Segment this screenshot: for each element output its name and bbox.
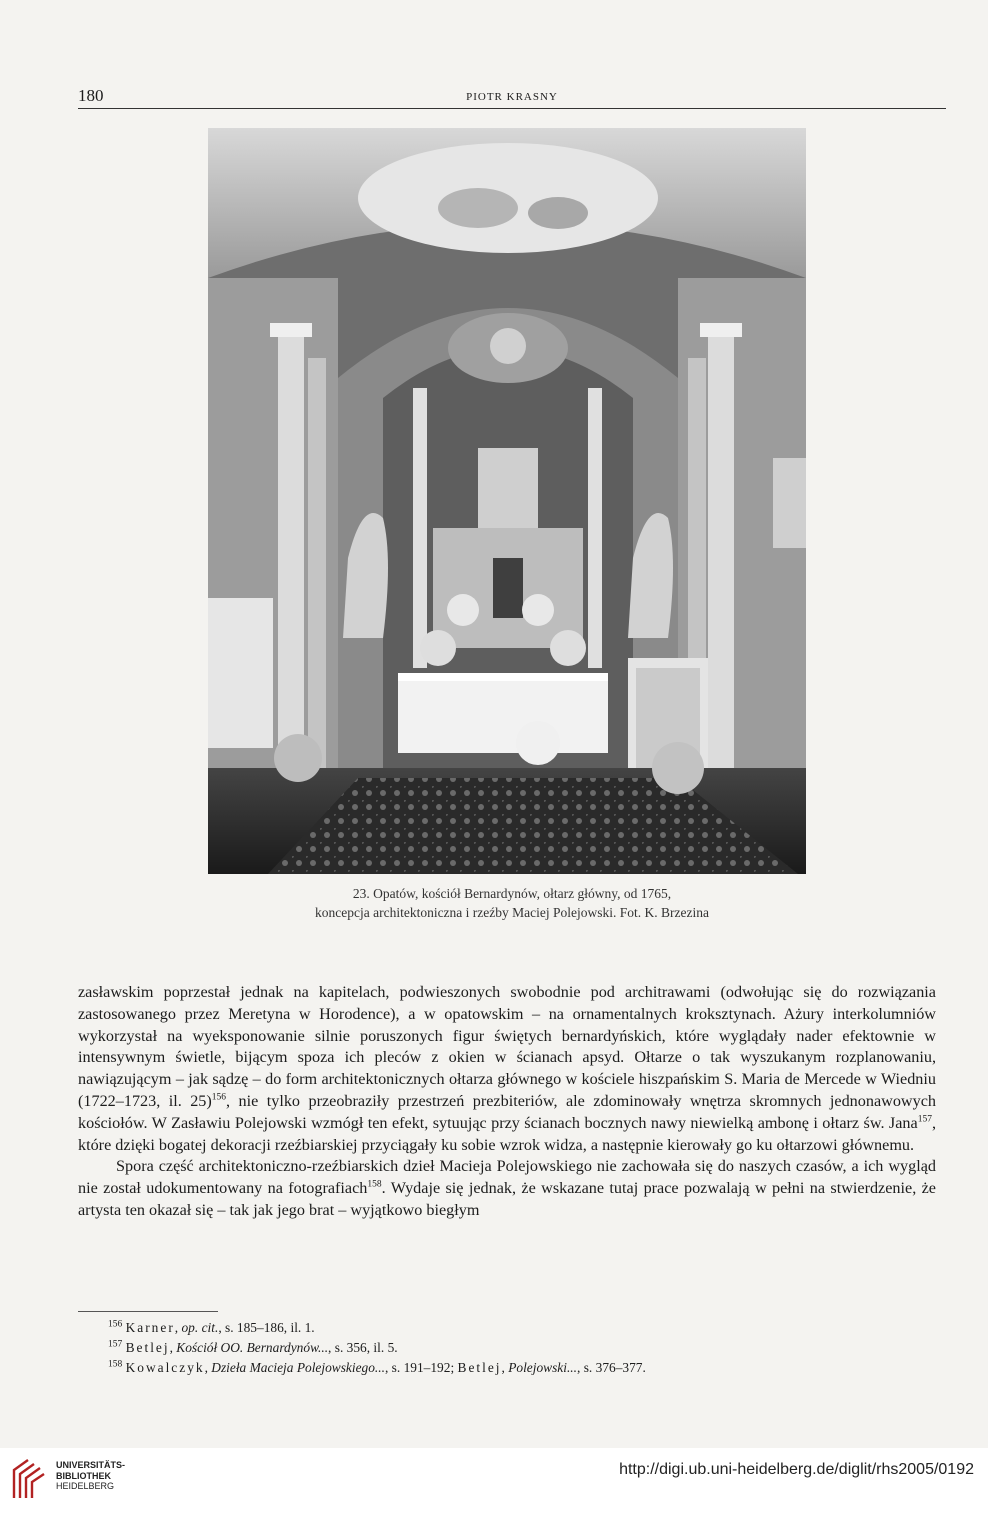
text-run: , które dzięki bogatej dekoracji rzeźbiarskiej przyciągały ku sobie wzrok widza, a następnie kierowały go ku ołtarzowi głównemu. — [78, 1113, 936, 1154]
footnote-pages: , s. 376–377. — [577, 1360, 646, 1375]
footnote — [78, 1318, 936, 1338]
footnote-pages: , s. 191–192; — [384, 1360, 458, 1375]
running-head: PIOTR KRASNY — [466, 91, 558, 103]
text-run: . Wydaje się jednak, że wskazane tutaj prace pozwalają w pełni na stwierdzenie, że artysta ten okazał się – tak jak jego brat – wyjątkowo biegłym — [78, 1179, 936, 1219]
figure-caption — [78, 884, 946, 922]
caption-line-2: koncepcja architektoniczna i rzeźby Maciej Polejowski. Fot. K. Brzezina — [315, 905, 709, 920]
footnote-rule — [78, 1311, 218, 1312]
footnote-author: Kowalczyk — [125, 1360, 205, 1375]
footnote-author: Betlej — [125, 1340, 170, 1355]
footnote-title: op. cit. — [181, 1320, 219, 1335]
footnote-number: 156 — [108, 1319, 123, 1330]
library-name-line: BIBLIOTHEK — [56, 1470, 111, 1481]
footnote — [78, 1338, 936, 1358]
digitization-footer — [0, 1448, 988, 1517]
footnote-number: 157 — [108, 1339, 123, 1350]
text-run: zasławskim poprzestał jednak na kapitelach, podwieszonych swobodnie pod architrawami (odwołując się do rozwiązania zastosowanego przez Meretyna w Horodence), a w opatowskim – na ornamentalnych kroksztynach. Ażury interkolumniów wykorzystał na wyeksponowanie silnie poruszonych figur świętych bernardyńskich, które wyglądały nader efektownie w intensywnym świetle, bijącym spoza ich pleców z okien w ścianach apsyd. Ołtarze o tak wyszukanym rozplanowaniu, nawiązującym – jak sądzę – do form architektonicznych ołtarza głównego w kościele hiszpańskim S. Maria de Mercede w Wiedniu (1722–1723, il. 25) — [78, 983, 936, 1110]
footnote-ref: 156 — [211, 1092, 227, 1103]
paragraph — [78, 1156, 936, 1221]
footnote-ref: 157 — [917, 1114, 932, 1125]
footnote-separator: , — [501, 1360, 509, 1375]
text-run: , nie tylko przeobraziły przestrzeń prezbiteriów, ale zdominowały wnętrza skromnych jednonawowych kościołów. W Zasławiu Polejowski wzmógł ten efekt, sytuując przy ścianach bocznych nawy niewielką ambonę i ołtarz św. Jana — [78, 1091, 936, 1132]
footnote-separator: , — [169, 1340, 177, 1355]
footnote-author: Karner — [125, 1320, 175, 1335]
footnote-title: Dzieła Macieja Polejowskiego... — [211, 1360, 385, 1375]
footnote-separator: , — [204, 1360, 212, 1375]
altar-photo-illustration — [208, 128, 806, 874]
paragraph — [78, 982, 936, 1156]
caption-line-1: 23. Opatów, kościół Bernardynów, ołtarz główny, od 1765, — [352, 886, 672, 901]
footnote-ref: 158 — [367, 1179, 382, 1190]
footnote-pages: , s. 356, il. 5. — [328, 1340, 398, 1355]
library-logo-icon — [10, 1456, 48, 1502]
altar-photograph — [208, 128, 806, 874]
page-number: 180 — [78, 86, 104, 105]
library-name-line: UNIVERSITÄTS- — [56, 1460, 126, 1470]
footnote — [78, 1358, 936, 1378]
footnote-title: Polejowski... — [508, 1360, 578, 1375]
footnotes — [78, 1318, 936, 1378]
text-run: Spora część architektoniczno-rzeźbiarskich dzieł Macieja Polejowskiego nie zachowała się do naszych czasów, a ich wygląd nie został udokumentowany na fotografiach — [78, 1157, 936, 1198]
footnote-pages: , s. 185–186, il. 1. — [218, 1320, 315, 1335]
body-text — [78, 982, 936, 1222]
page-header — [78, 86, 946, 109]
footnote-author: Betlej — [457, 1360, 502, 1375]
library-name-line: HEIDELBERG — [56, 1481, 115, 1491]
source-url-link[interactable]: http://digi.ub.uni-heidelberg.de/diglit/rhs2005/0192 — [619, 1461, 974, 1478]
footnote-number: 158 — [108, 1359, 123, 1370]
footnote-title: Kościół OO. Bernardynów... — [176, 1340, 329, 1355]
footnote-separator: , — [174, 1320, 182, 1335]
library-name — [56, 1460, 125, 1492]
